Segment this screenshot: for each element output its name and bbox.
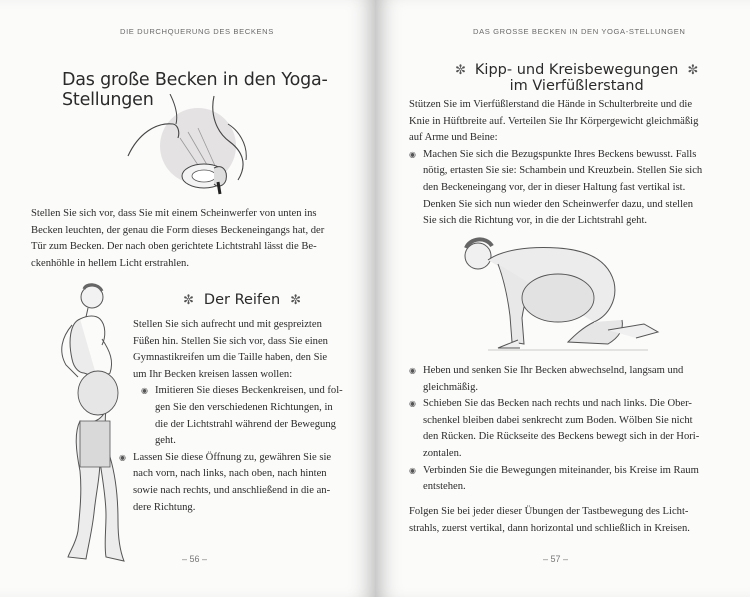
circle-bullet-icon: ◉ <box>409 149 416 159</box>
text-line: Lassen Sie diese Öffnung zu, gewähren Sie sie <box>133 451 332 463</box>
text-line: nach vorn, nach links, nach oben, nach hinten <box>133 468 327 480</box>
closing-paragraph <box>409 504 721 537</box>
section-title-line2: im Vierfüßlerstand <box>509 78 644 94</box>
text-line: den Rücken. Die Rückseite des Beckens bewegt sich in der Hori- <box>423 431 700 443</box>
text-line: den Beckeneingang vor, der in dieser Haltung fast vertikal ist. <box>423 181 686 193</box>
running-head-right: DAS GROSSE BECKEN IN DEN YOGA-STELLUNGEN <box>473 27 686 36</box>
bullet-item <box>409 396 721 462</box>
circle-bullet-icon: ◉ <box>141 386 148 396</box>
text-line: Denken Sie sich nun wieder den Scheinwerfer dazu, und stellen <box>423 198 694 210</box>
text-line: zontalen. <box>423 447 462 459</box>
bullet-item <box>409 147 721 230</box>
right-intro-paragraph <box>409 97 721 230</box>
section-heading-reifen <box>183 292 301 308</box>
standing-woman-illustration <box>40 281 135 565</box>
text-line: die der Lichtstrahl während der Bewegung <box>155 418 336 430</box>
text-line: Stellen Sie sich vor, dass Sie mit einem Scheinwerfer von unten ins <box>31 208 317 219</box>
section-title: Der Reifen <box>203 292 281 308</box>
bullet-item <box>409 463 721 496</box>
page-title: Das große Becken in den Yoga-Stellungen <box>62 70 328 110</box>
bullet-item <box>409 363 721 396</box>
text-line: ckenhöhle in hellem Licht erstrahlen. <box>31 257 189 269</box>
bullet-item <box>119 450 343 516</box>
text-line: dere Richtung. <box>133 501 196 513</box>
flower-ornament-icon: ✼ <box>183 292 194 308</box>
text-line: Folgen Sie bei jeder dieser Übungen der Tastbewegung des Licht- <box>409 506 689 517</box>
circle-bullet-icon: ◉ <box>409 399 416 409</box>
text-line: Imitieren Sie dieses Beckenkreisen, und fol- <box>155 385 343 397</box>
text-line: Verbinden Sie die Bewegungen miteinander, bis Kreise im Raum <box>423 464 699 476</box>
flower-ornament-icon: ✼ <box>290 292 302 308</box>
text-line: auf Arme und Beine: <box>409 132 498 144</box>
reifen-paragraph <box>119 317 343 516</box>
text-line: Becken leuchten, der genau die Form dieses Beckeneingangs hat, der <box>31 224 325 236</box>
text-line: gleichmäßig. <box>423 381 479 393</box>
circle-bullet-icon: ◉ <box>409 465 416 475</box>
text-line: sowie nach rechts, und anschließend in die an- <box>133 484 331 496</box>
section-heading-kipp <box>455 62 698 94</box>
text-line: um Ihr Becken kreisen lassen wollen: <box>133 368 293 380</box>
running-head-left: DIE DURCHQUERUNG DES BECKENS <box>120 27 274 36</box>
flower-ornament-icon: ✼ <box>687 62 699 78</box>
circle-bullet-icon: ◉ <box>409 366 416 375</box>
sub-bullet-item <box>141 383 343 449</box>
page-number-right: – 57 – <box>543 554 569 564</box>
pelvis-illustration <box>118 94 263 200</box>
right-bullets <box>409 363 721 496</box>
page-number-left: – 56 – <box>182 554 208 564</box>
text-line: Machen Sie sich die Bezugspunkte Ihres Beckens bewusst. Falls <box>423 148 697 160</box>
text-line: gen Sie den verschiedenen Richtungen, in <box>155 401 333 413</box>
flower-ornament-icon: ✼ <box>455 62 466 78</box>
text-line: Stellen Sie sich aufrecht und mit gespreizten <box>133 319 322 330</box>
intro-paragraph <box>31 206 343 272</box>
text-line: entstehen. <box>423 481 466 493</box>
text-line: Gymnastikreifen um die Taille haben, den Sie <box>133 352 328 364</box>
text-line: Stützen Sie im Vierfüßlerstand die Hände in Schulterbreite und die <box>409 99 693 110</box>
text-line: Knie in Hüftbreite auf. Verteilen Sie Ihr Körpergewicht gleichmäßig <box>409 115 699 127</box>
text-line: strahls, zuerst vertikal, dann horizontal und schließlich in Kreisen. <box>409 522 690 534</box>
text-line: Sie sich die Richtung vor, in die der Lichtstrahl geht. <box>423 215 648 227</box>
text-line: Füßen hin. Stellen Sie sich vor, dass Sie einen <box>133 335 328 347</box>
text-line: Schieben Sie das Becken nach rechts und nach links. Die Ober- <box>423 398 692 410</box>
all-fours-woman-illustration <box>458 220 663 358</box>
text-line: geht. <box>155 435 176 447</box>
section-title-line1: Kipp- und Kreisbewegungen <box>474 62 679 78</box>
text-line: Tür zum Becken. Der nach oben gerichtete Lichtstrahl lässt die Be- <box>31 241 317 253</box>
text-line: Heben und senken Sie Ihr Becken abwechselnd, langsam und <box>423 365 684 376</box>
text-line: nötig, ertasten Sie sie: Schambein und Kreuzbein. Stellen Sie sich <box>423 165 703 177</box>
circle-bullet-icon: ◉ <box>119 452 126 462</box>
text-line: schenkel bleiben dabei senkrecht zum Boden. Wölben Sie nicht <box>423 414 693 426</box>
